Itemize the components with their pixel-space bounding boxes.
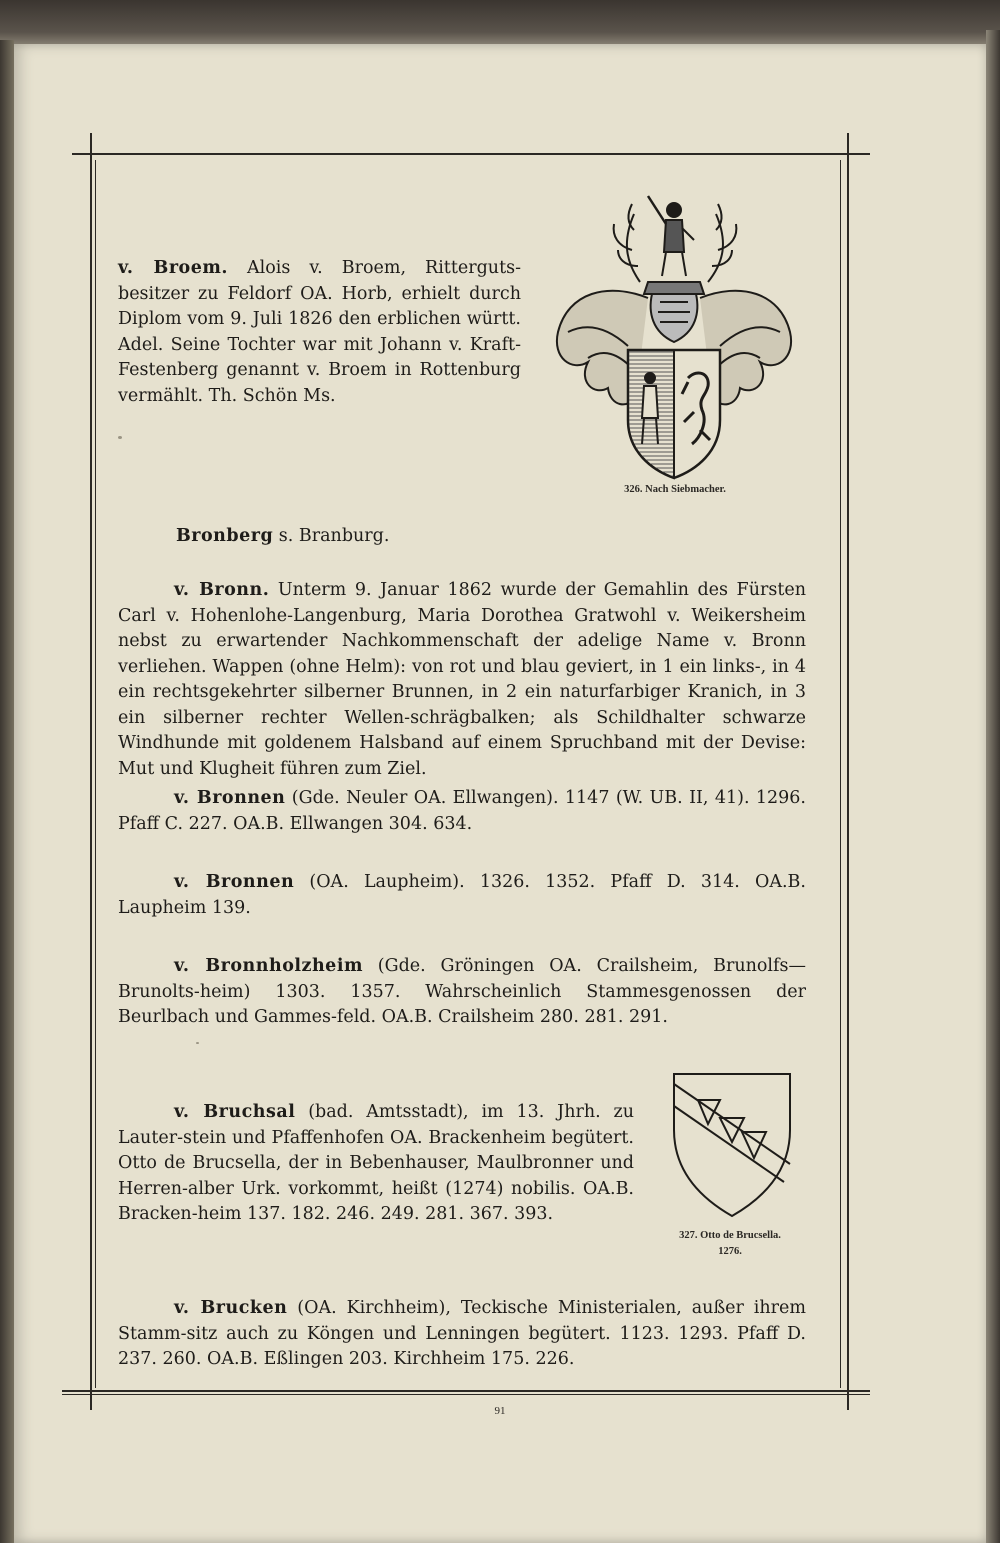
caption-327 xyxy=(640,1228,820,1260)
headword-bronnholzheim: v. Bronnholzheim xyxy=(174,956,363,976)
headword-broem: v. Broem. xyxy=(118,258,228,278)
entry-bronnen-2-text: (OA. Laupheim). 1326. 1352. Pfaff D. 314. OA.B. Laupheim 139. xyxy=(118,872,806,918)
paper-speck xyxy=(118,436,122,439)
coat-of-arms-326 xyxy=(548,182,800,482)
entry-bruchsal xyxy=(118,1100,634,1228)
entry-broem-text: Alois v. Broem, Ritterguts-besitzer zu Feldorf OA. Horb, erhielt durch Diplom vom 9. Juli 1826 den erblichen württ. Adel. Seine Tochter war mit Johann v. Kraft-Festenberg genannt v. Broem in Rottenburg vermählt. Th. Schön Ms. xyxy=(118,258,521,406)
entry-bruchsal-text: (bad. Amtsstadt), im 13. Jhrh. zu Lauter-stein und Pfaffenhofen OA. Brackenheim begütert. Otto de Brucsella, der in Bebenhauser, Maulbronner und Herren-alber Urk. vorkommt, heißt (1274) nobilis. OA.B. Bracken-heim 137. 182. 246. 249. 281. 367. 393. xyxy=(118,1102,635,1224)
headword-bronnen-2: v. Bronnen xyxy=(174,872,295,892)
entry-bronberg-text: s. Branburg. xyxy=(273,526,390,546)
headword-bronnen-1: v. Bronnen xyxy=(174,788,286,808)
page-number: 91 xyxy=(494,1405,506,1417)
entry-brucken-text: (OA. Kirchheim), Teckische Ministerialen, außer ihrem Stamm-sitz auch zu Köngen und Lenningen begütert. 1123. 1293. Pfaff D. 237. 260. OA.B. Eßlingen 203. Kirchheim 175. 226. xyxy=(118,1298,806,1369)
entry-bronnen-laupheim xyxy=(118,870,806,921)
book-right-edge xyxy=(986,30,1000,1543)
caption-326: 326. Nach Siebmacher. xyxy=(624,484,726,495)
frame-inner-left xyxy=(95,160,96,1388)
entry-bronn-text: Unterm 9. Januar 1862 wurde der Gemahlin des Fürsten Carl v. Hohenlohe-Langenburg, Maria Dorothea Gratwohl v. Weikersheim nebst zu erwartender Nachkommenschaft der adelige Name v. Bronn verliehen. Wappen (ohne Helm): von rot und blau geviert, in 1 ein links-, in 4 ein rechtsgekehrter silberner Brunnen, in 2 ein naturfarbiger Kranich, in 3 ein silberner rechter Wellen-schrägbalken; als Schildhalter schwarze Windhunde mit goldenem Halsband auf einem Spruchband mit der Devise: Mut und Klugheit führen zum Ziel. xyxy=(118,580,806,779)
book-top-edge xyxy=(0,0,1000,46)
entry-bronnen-ellwangen xyxy=(118,786,806,837)
entry-broem xyxy=(118,256,521,409)
book-left-edge xyxy=(0,40,14,1543)
coat-of-arms-327 xyxy=(668,1070,796,1220)
frame-right-rule xyxy=(847,133,849,1410)
entry-brucken xyxy=(118,1296,806,1373)
entry-bronn xyxy=(118,578,806,782)
caption-327-line1: 327. Otto de Brucsella. xyxy=(679,1230,781,1241)
entry-bronnholzheim-text: (Gde. Gröningen OA. Crailsheim, Brunolfs—Brunolts-heim) 1303. 1357. Wahrscheinlich Stammesgenossen der Beurlbach und Gammes-feld. OA.B. Crailsheim 280. 281. 291. xyxy=(118,956,806,1027)
frame-bottom-rule xyxy=(62,1390,870,1392)
headword-bronberg: Bronberg xyxy=(176,526,274,546)
entry-bronberg xyxy=(176,524,816,550)
frame-inner-right xyxy=(840,160,841,1388)
headword-bruchsal: v. Bruchsal xyxy=(174,1102,296,1122)
entry-bronnen-1-text: (Gde. Neuler OA. Ellwangen). 1147 (W. UB. II, 41). 1296. Pfaff C. 227. OA.B. Ellwangen 304. 634. xyxy=(118,788,806,834)
headword-brucken: v. Brucken xyxy=(174,1298,288,1318)
headword-bronn: v. Bronn. xyxy=(174,580,270,600)
entry-bronnholzheim xyxy=(118,954,806,1031)
caption-327-line2: 1276. xyxy=(718,1246,742,1257)
frame-bottom-rule-2 xyxy=(62,1394,870,1395)
paper-speck xyxy=(196,1042,199,1044)
frame-left-rule xyxy=(90,133,92,1410)
frame-top-rule xyxy=(72,153,870,155)
